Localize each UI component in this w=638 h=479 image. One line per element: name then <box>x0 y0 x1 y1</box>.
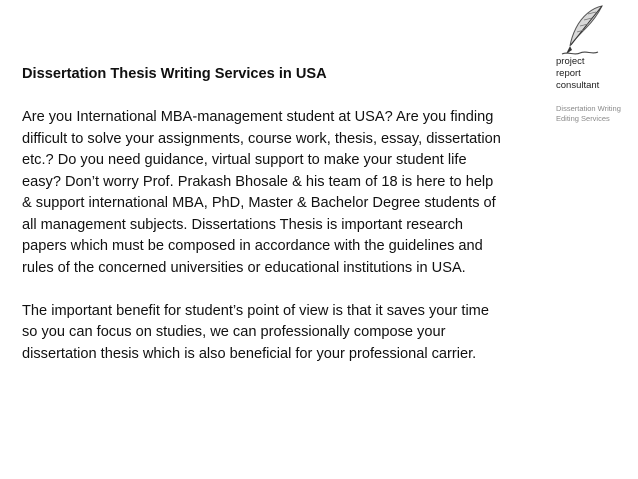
brand-tagline <box>556 104 621 123</box>
spacer <box>22 86 502 108</box>
brand-name <box>556 56 599 92</box>
body-paragraph-2: The important benefit for student’s point of view is that it saves your time so you can focus on studies, we can professionally compose your dissertation thesis which is also beneficial for your professional carrier. <box>22 302 489 362</box>
brand-name-line: project <box>556 56 585 67</box>
main-content <box>22 64 502 365</box>
brand-name-line: report <box>556 68 581 79</box>
brand-name-line: consultant <box>556 80 600 91</box>
brand-tagline-line: Editing Services <box>556 113 610 123</box>
spacer <box>22 279 502 301</box>
body-paragraph-1: Are you International MBA-management student at USA? Are you finding difficult to solve your assignments, course work, thesis, essay, dissertation etc.? Do you need guidance, virtual support to make your student life easy? Don’t worry Prof. Prakash Bhosale & his team of 18 is here to help & support international MBA, PhD, Master & Bachelor Degree students of all management subjects. Dissertations Thesis is important research papers which must be composed in accordance with the guidelines and rules of the concerned universities or educational institutions in USA. <box>22 109 501 276</box>
brand-logo <box>552 4 634 124</box>
page-title: Dissertation Thesis Writing Services in USA <box>22 66 327 82</box>
quill-pen-icon <box>558 4 612 58</box>
brand-tagline-line: Dissertation Writing <box>556 104 621 113</box>
